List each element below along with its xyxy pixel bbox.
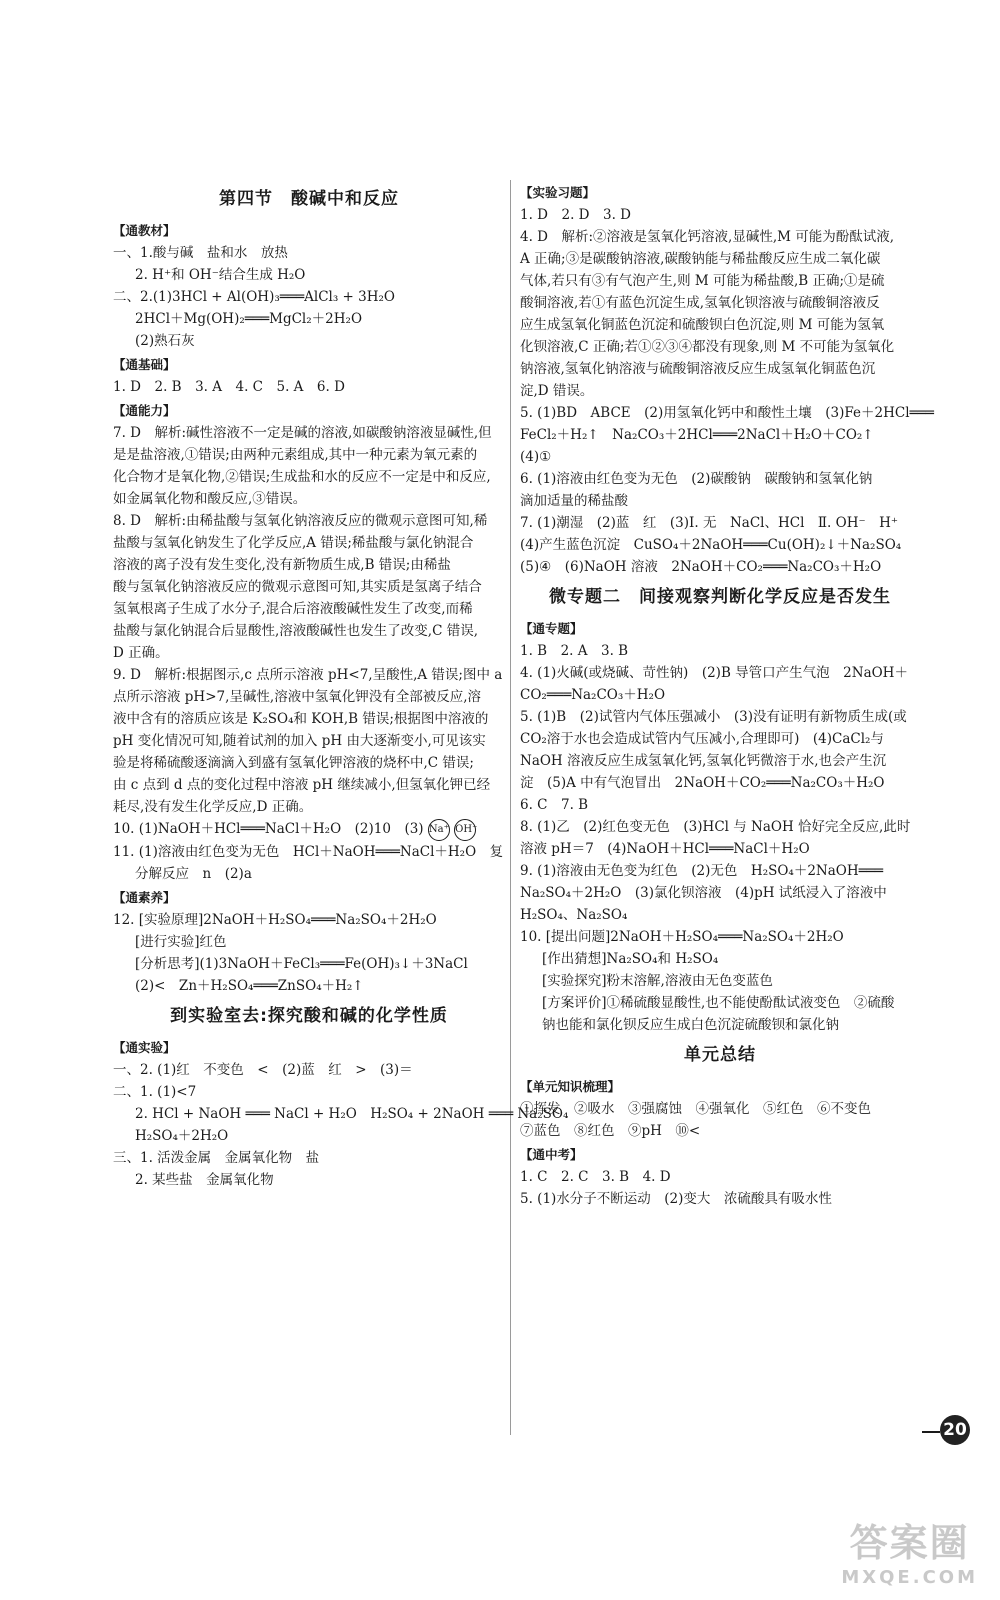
answer-line: 6. (1)溶液由红色变为无色 (2)碳酸钠 碳酸钠和氢氧化钠 [520,471,873,487]
answer-line: 三、1. 活泼金属 金属氧化物 盐 [113,1149,320,1166]
hydroxide-ion-circle: OH⁻ [454,819,476,841]
answer-line: A 正确;③是碳酸钠溶液,碳酸钠能与稀盐酸反应生成二氧化碳 [520,251,881,267]
answer-line: 验是将稀硫酸逐滴滴入到盛有氢氧化钾溶液的烧杯中,C 错误; [113,755,474,771]
section-title-lab: 到实验室去:探究酸和碱的化学性质 [170,1005,448,1026]
answer-line: [作出猜想]Na₂SO₄和 H₂SO₄ [542,951,719,967]
answer-line: 溶液 pH＝7 (4)NaOH＋HCl═══NaCl＋H₂O [520,841,810,857]
answer-line: 如金属氧化物和酸反应,③错误。 [113,491,307,507]
answer-line: 1. B 2. A 3. B [520,643,629,659]
label-tongjichu: 【通基础】 [113,357,176,372]
q10-text: 10. (1)NaOH＋HCl═══NaCl＋H₂O (2)10 (3) [113,821,424,837]
answer-line: 氢氧根离子生成了水分子,混合后溶液酸碱性发生了改变,而稀 [113,601,473,617]
answer-line: D 正确。 [113,645,169,661]
label-shiyanxiti: 【实验习题】 [520,185,596,200]
answer-line: 12. [实验原理]2NaOH＋H₂SO₄═══Na₂SO₄＋2H₂O [113,911,437,928]
answer-line: 分解反应 n (2)a [135,865,252,882]
answer-line: 由 c 点到 d 点的变化过程中溶液 pH 继续减小,但氢氧化钾已经 [113,777,491,793]
answer-line: [方案评价]①稀硫酸显酸性,也不能使酚酞试液变色 ②硫酸 [542,995,895,1011]
answer-line: 化合物才是氧化物,②错误;生成盐和水的反应不一定是中和反应, [113,469,491,485]
answer-line: 5. (1)B (2)试管内气体压强减小 (3)没有证明有新物质生成(或 [520,709,907,725]
answer-line: [分析思考](1)3NaOH＋FeCl₃═══Fe(OH)₃↓＋3NaCl [135,955,468,972]
answer-line: 10. [提出问题]2NaOH＋H₂SO₄═══Na₂SO₄＋2H₂O [520,929,844,945]
answer-line: 11. (1)溶液由红色变为无色 HCl＋NaOH═══NaCl＋H₂O 复 [113,843,504,860]
answer-line: [进行实验]红色 [135,933,227,950]
column-divider [510,180,511,1435]
answer-line: ⑦蓝色 ⑧红色 ⑨pH ⑩< [520,1123,701,1139]
answer-line: 2. HCl + NaOH ═══ NaCl + H₂O H₂SO₄ + 2NaOH ═══ Na₂SO₄ [135,1105,569,1122]
answer-line: 气体,若只有③有气泡产生,则 M 可能为稀盐酸,B 正确;①是硫 [520,273,885,289]
answer-line: 7. (1)潮湿 (2)蓝 红 (3)Ⅰ. 无 NaCl、HCl Ⅱ. OH⁻ H⁺ [520,515,899,531]
answer-line: (2)< Zn＋H₂SO₄═══ZnSO₄＋H₂↑ [135,977,364,994]
watermark-url: MXQE.COM [841,1567,978,1588]
answer-line: 二、1. (1)<7 [113,1083,197,1100]
answer-line: 盐酸与氯化钠混合后显酸性,溶液酸碱性也发生了改变,C 错误, [113,623,478,639]
answer-line: 应生成氢氧化铜蓝色沉淀和硫酸钡白色沉淀,则 M 可能为氢氧 [520,317,885,333]
label-tongzhuanti: 【通专题】 [520,621,583,636]
answer-line: CO₂═══Na₂CO₃＋H₂O [520,687,666,703]
page-number [940,1415,980,1447]
label-tongsuyang: 【通素养】 [113,889,176,905]
answer-line: NaOH 溶液反应生成氢氧化钙,氢氧化钙微溶于水,也会产生沉 [520,753,887,769]
answer-line: H₂SO₄＋2H₂O [135,1127,229,1144]
section-title-unit-summary: 单元总结 [684,1045,756,1065]
page-number-dash [922,1431,940,1433]
answer-line: 二、2.(1)3HCl + Al(OH)₃═══AlCl₃ + 3H₂O [113,289,396,305]
answer-line: 5. (1)水分子不断运动 (2)变大 浓硫酸具有吸水性 [520,1191,832,1207]
answer-line: 1. D 2. D 3. D [520,207,631,223]
answer-line: 是是盐溶液,①错误;由两种元素组成,其中一种元素为氧元素的 [113,447,478,463]
label-danyuan: 【单元知识梳理】 [520,1079,621,1094]
answer-line: 8. (1)乙 (2)红色变无色 (3)HCl 与 NaOH 恰好完全反应,此时 [520,819,911,835]
answer-line: 9. D 解析:根据图示,c 点所示溶液 pH<7,呈酸性,A 错误;图中 a [113,667,503,683]
answer-line: 淀 (5)A 中有气泡冒出 2NaOH＋CO₂═══Na₂CO₃＋H₂O [520,775,885,791]
answer-line: (4)产生蓝色沉淀 CuSO₄＋2NaOH═══Cu(OH)₂↓＋Na₂SO₄ [520,537,902,553]
page-number-circle: 20 [940,1415,970,1445]
answer-line: 酸铜溶液,若①有蓝色沉淀生成,氢氧化钡溶液与硫酸铜溶液反 [520,295,880,311]
watermark-logo [841,1512,978,1588]
answer-line: 5. (1)BD ABCE (2)用氢氧化钙中和酸性土壤 (3)Fe＋2HCl═══ [520,405,934,421]
answer-line: 淀,D 错误。 [520,383,594,399]
answer-line: pH 变化情况可知,随着试剂的加入 pH 由大逐渐变小,可见该实 [113,733,486,749]
answer-line: 一、2. (1)红 不变色 < (2)蓝 红 > (3)＝ [113,1061,413,1078]
answer-line: 1. D 2. B 3. A 4. C 5. A 6. D [113,379,345,395]
section-title-neutralization: 第四节 酸碱中和反应 [219,189,399,209]
answer-line: FeCl₂＋H₂↑ Na₂CO₃＋2HCl═══2NaCl＋H₂O＋CO₂↑ [520,427,874,443]
answer-line: 滴加适量的稀盐酸 [520,493,628,509]
answer-line: 6. C 7. B [520,797,589,813]
label-tongshiyan: 【通实验】 [113,1039,176,1055]
section-title-micro-topic: 微专题二 间接观察判断化学反应是否发生 [549,587,891,607]
answer-line: 2HCl＋Mg(OH)₂═══MgCl₂＋2H₂O [135,311,363,327]
answer-line: 9. (1)溶液由无色变为红色 (2)无色 H₂SO₄＋2NaOH═══ [520,863,884,879]
answer-line: 钠溶液,氢氧化钠溶液与硫酸铜溶液反应生成氢氧化铜蓝色沉 [520,361,876,377]
answer-line: ①挥发 ②吸水 ③强腐蚀 ④强氧化 ⑤红色 ⑥不变色 [520,1101,871,1117]
answer-line: CO₂溶于水也会造成试管内气压减小,合理即可) (4)CaCl₂与 [520,731,884,747]
answer-line-q10 [113,818,505,841]
answer-line: 盐酸与氢氧化钠发生了化学反应,A 错误;稀盐酸与氯化钠混合 [113,535,474,551]
answer-line: 4. D 解析:②溶液是氢氧化钙溶液,显碱性,M 可能为酚酞试液, [520,229,895,245]
label-tongjiaocai: 【通教材】 [113,223,176,238]
answer-line: H₂SO₄、Na₂SO₄ [520,907,628,923]
answer-line: 1. C 2. C 3. B 4. D [520,1169,671,1185]
answer-line: 耗尽,没有发生化学反应,D 正确。 [113,799,313,815]
answer-line: (4)① [520,449,552,465]
label-tongnengli: 【通能力】 [113,403,176,418]
right-column [520,180,934,1210]
answer-line: 点所示溶液 pH>7,呈碱性,溶液中氢氧化钾没有全部被反应,溶 [113,689,481,705]
answer-line: 一、1.酸与碱 盐和水 放热 [113,245,288,261]
answer-line: 8. D 解析:由稀盐酸与氢氧化钠溶液反应的微观示意图可知,稀 [113,513,488,529]
answer-line: 液中含有的溶质应该是 K₂SO₄和 KOH,B 错误;根据图中溶液的 [113,711,489,727]
watermark-text: 答案圈 [849,1521,970,1565]
answer-line: 2. 某些盐 金属氧化物 [135,1171,274,1188]
answer-line: 化钡溶液,C 正确;若①②③④都没有现象,则 M 不可能为氢氧化 [520,339,895,355]
answer-line: 4. (1)火碱(或烧碱、苛性钠) (2)B 导管口产生气泡 2NaOH＋ [520,665,908,681]
label-tongzhongkao: 【通中考】 [520,1147,583,1162]
answer-line: 酸与氢氧化钠溶液反应的微观示意图可知,其实质是氢离子结合 [113,579,482,595]
answer-line: Na₂SO₄＋2H₂O (3)氯化钡溶液 (4)pH 试纸浸入了溶液中 [520,885,887,901]
answer-line: (2)熟石灰 [135,333,195,349]
answer-line: 7. D 解析:碱性溶液不一定是碱的溶液,如碳酸钠溶液显碱性,但 [113,425,492,441]
answer-line: [实验探究]粉末溶解,溶液由无色变蓝色 [542,973,773,989]
answer-line: (5)④ (6)NaOH 溶液 2NaOH＋CO₂═══Na₂CO₃＋H₂O [520,559,882,575]
answer-line: 钠也能和氯化钡反应生成白色沉淀硫酸钡和氯化钠 [542,1017,839,1033]
sodium-ion-circle: Na⁺ [428,819,450,841]
answer-line: 2. H⁺和 OH⁻结合生成 H₂O [135,267,306,283]
answer-line: 溶液的离子没有发生变化,没有新物质生成,B 错误;由稀盐 [113,557,451,573]
